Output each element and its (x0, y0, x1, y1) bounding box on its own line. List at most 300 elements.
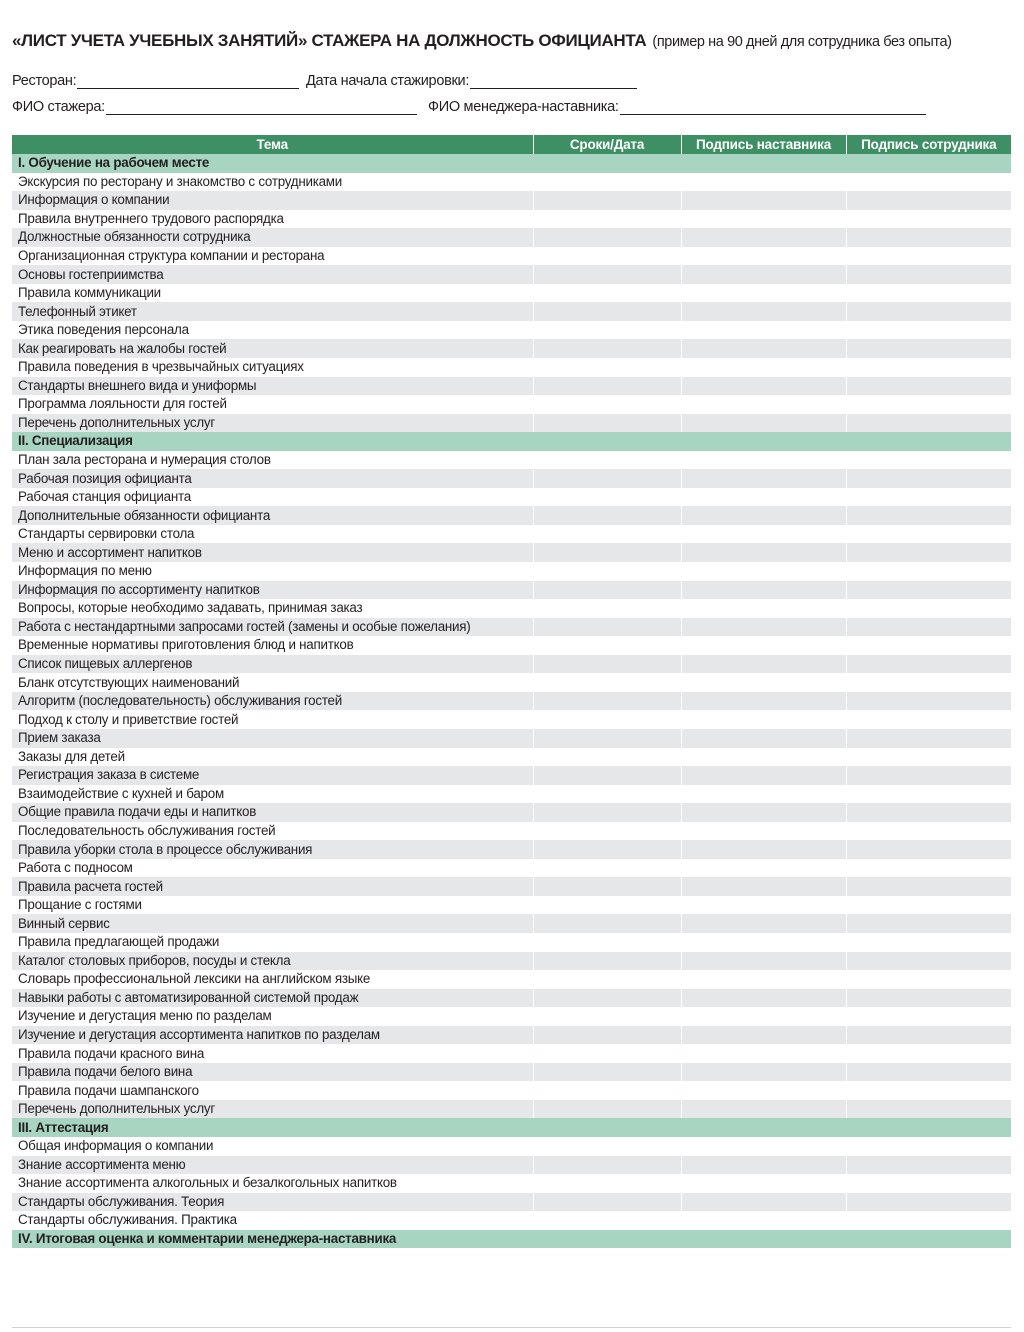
table-row (12, 952, 1011, 971)
date-cell[interactable] (533, 1063, 681, 1082)
section-row (12, 1118, 1011, 1137)
employee-signature-cell[interactable] (846, 822, 1011, 841)
topic-cell: Рабочая позиция официанта (12, 469, 533, 488)
employee-signature-cell[interactable] (846, 488, 1011, 507)
mentor-signature-cell[interactable] (681, 1193, 846, 1212)
table-row (12, 729, 1011, 748)
table-row (12, 877, 1011, 896)
table-row (12, 896, 1011, 915)
header-mentor-signature: Подпись наставника (681, 135, 846, 154)
mentor-signature-cell[interactable] (681, 414, 846, 433)
topic-cell: Взаимодействие с кухней и баром (12, 785, 533, 804)
topic-cell: Работа с подносом (12, 859, 533, 878)
date-cell[interactable] (533, 488, 681, 507)
mentor-signature-cell[interactable] (681, 933, 846, 952)
employee-signature-cell[interactable] (846, 1156, 1011, 1175)
table-row (12, 618, 1011, 637)
restaurant-field (12, 73, 299, 89)
date-cell[interactable] (533, 1044, 681, 1063)
table-row (12, 914, 1011, 933)
mentor-signature-cell[interactable] (681, 989, 846, 1008)
mentor-signature-cell[interactable] (681, 896, 846, 915)
table-row (12, 1100, 1011, 1119)
employee-signature-cell[interactable] (846, 933, 1011, 952)
table-row (12, 1137, 1011, 1156)
date-cell[interactable] (533, 785, 681, 804)
mentor-signature-cell[interactable] (681, 877, 846, 896)
table-row (12, 543, 1011, 562)
mentor-signature-cell[interactable] (681, 1044, 846, 1063)
date-cell[interactable] (533, 210, 681, 229)
table-row (12, 1063, 1011, 1082)
date-cell[interactable] (533, 729, 681, 748)
mentor-signature-cell[interactable] (681, 265, 846, 284)
topic-cell: Временные нормативы приготовления блюд и напитков (12, 636, 533, 655)
employee-signature-cell[interactable] (846, 1174, 1011, 1193)
date-cell[interactable] (533, 414, 681, 433)
employee-signature-cell[interactable] (846, 210, 1011, 229)
employee-signature-cell[interactable] (846, 543, 1011, 562)
topic-cell: Бланк отсутствующих наименований (12, 673, 533, 692)
mentor-name-input-line[interactable] (620, 100, 926, 115)
start-date-label: Дата начала стажировки: (306, 73, 470, 89)
mentor-signature-cell[interactable] (681, 321, 846, 340)
table-row (12, 562, 1011, 581)
employee-signature-cell[interactable] (846, 506, 1011, 525)
topic-cell: Правила поведения в чрезвычайных ситуациях (12, 358, 533, 377)
employee-signature-cell[interactable] (846, 1081, 1011, 1100)
employee-signature-cell[interactable] (846, 191, 1011, 210)
mentor-signature-cell[interactable] (681, 803, 846, 822)
topic-cell: Последовательность обслуживания гостей (12, 822, 533, 841)
employee-signature-cell[interactable] (846, 840, 1011, 859)
table-row (12, 228, 1011, 247)
employee-signature-cell[interactable] (846, 748, 1011, 767)
employee-signature-cell[interactable] (846, 1193, 1011, 1212)
date-cell[interactable] (533, 748, 681, 767)
topic-cell: Общая информация о компании (12, 1137, 533, 1156)
mentor-signature-cell[interactable] (681, 822, 846, 841)
topic-cell: Правила предлагающей продажи (12, 933, 533, 952)
table-row (12, 469, 1011, 488)
table-row (12, 933, 1011, 952)
table-row (12, 395, 1011, 414)
mentor-signature-cell[interactable] (681, 729, 846, 748)
topic-cell: План зала ресторана и нумерация столов (12, 451, 533, 470)
date-cell[interactable] (533, 655, 681, 674)
date-cell[interactable] (533, 673, 681, 692)
employee-signature-cell[interactable] (846, 896, 1011, 915)
topic-cell: Правила подачи белого вина (12, 1063, 533, 1082)
date-cell[interactable] (533, 970, 681, 989)
table-row (12, 451, 1011, 470)
topic-cell: Должностные обязанности сотрудника (12, 228, 533, 247)
topic-cell: Знание ассортимента алкогольных и безалкогольных напитков (12, 1174, 533, 1193)
mentor-signature-cell[interactable] (681, 970, 846, 989)
mentor-signature-cell[interactable] (681, 173, 846, 192)
title-main: «ЛИСТ УЧЕТА УЧЕБНЫХ ЗАНЯТИЙ» СТАЖЕРА НА ДОЛЖНОСТЬ ОФИЦИАНТА (12, 31, 647, 50)
date-cell[interactable] (533, 1174, 681, 1193)
topic-cell: Правила внутреннего трудового распорядка (12, 210, 533, 229)
mentor-signature-cell[interactable] (681, 766, 846, 785)
table-row (12, 673, 1011, 692)
date-cell[interactable] (533, 302, 681, 321)
section-row (12, 432, 1011, 451)
table-row (12, 748, 1011, 767)
topic-cell: Изучение и дегустация меню по разделам (12, 1007, 533, 1026)
mentor-signature-cell[interactable] (681, 210, 846, 229)
table-row (12, 655, 1011, 674)
date-cell[interactable] (533, 562, 681, 581)
topic-cell: Основы гостеприимства (12, 265, 533, 284)
employee-signature-cell[interactable] (846, 766, 1011, 785)
date-cell[interactable] (533, 952, 681, 971)
date-cell[interactable] (533, 1156, 681, 1175)
mentor-signature-cell[interactable] (681, 952, 846, 971)
mentor-signature-cell[interactable] (681, 506, 846, 525)
date-cell[interactable] (533, 636, 681, 655)
date-cell[interactable] (533, 859, 681, 878)
table-row (12, 766, 1011, 785)
mentor-signature-cell[interactable] (681, 395, 846, 414)
table-row (12, 173, 1011, 192)
table-row (12, 525, 1011, 544)
table-row (12, 377, 1011, 396)
date-cell[interactable] (533, 989, 681, 1008)
topic-cell: Работа с нестандартными запросами гостей (замены и особые пожелания) (12, 618, 533, 637)
date-cell[interactable] (533, 358, 681, 377)
topic-cell: Знание ассортимента меню (12, 1156, 533, 1175)
date-cell[interactable] (533, 840, 681, 859)
topic-cell: Информация по меню (12, 562, 533, 581)
mentor-signature-cell[interactable] (681, 1063, 846, 1082)
date-cell[interactable] (533, 284, 681, 303)
employee-signature-cell[interactable] (846, 1063, 1011, 1082)
table-row (12, 247, 1011, 266)
employee-signature-cell[interactable] (846, 859, 1011, 878)
table-header-row (12, 135, 1011, 154)
start-date-field (306, 73, 637, 89)
table-row (12, 599, 1011, 618)
table-row (12, 1211, 1011, 1230)
mentor-signature-cell[interactable] (681, 1174, 846, 1193)
date-cell[interactable] (533, 191, 681, 210)
employee-signature-cell[interactable] (846, 1026, 1011, 1045)
topic-cell: Правила подачи красного вина (12, 1044, 533, 1063)
mentor-signature-cell[interactable] (681, 1026, 846, 1045)
table-row (12, 414, 1011, 433)
topic-cell: Подход к столу и приветствие гостей (12, 710, 533, 729)
table-row (12, 1156, 1011, 1175)
employee-signature-cell[interactable] (846, 581, 1011, 600)
table-row (12, 339, 1011, 358)
trainee-name-label: ФИО стажера: (12, 99, 105, 115)
date-cell[interactable] (533, 618, 681, 637)
table-row (12, 636, 1011, 655)
topic-cell: Программа лояльности для гостей (12, 395, 533, 414)
topic-cell: Этика поведения персонала (12, 321, 533, 340)
employee-signature-cell[interactable] (846, 228, 1011, 247)
mentor-signature-cell[interactable] (681, 1100, 846, 1119)
table-row (12, 1026, 1011, 1045)
date-cell[interactable] (533, 692, 681, 711)
employee-signature-cell[interactable] (846, 692, 1011, 711)
topic-cell: Прощание с гостями (12, 896, 533, 915)
restaurant-label: Ресторан: (12, 73, 77, 89)
restaurant-input-line[interactable] (77, 74, 299, 89)
employee-signature-cell[interactable] (846, 414, 1011, 433)
topic-cell: Информация по ассортименту напитков (12, 581, 533, 600)
header-employee-signature: Подпись сотрудника (846, 135, 1011, 154)
date-cell[interactable] (533, 395, 681, 414)
employee-signature-cell[interactable] (846, 247, 1011, 266)
mentor-signature-cell[interactable] (681, 469, 846, 488)
date-cell[interactable] (533, 228, 681, 247)
date-cell[interactable] (533, 933, 681, 952)
training-table (12, 135, 1011, 1248)
mentor-signature-cell[interactable] (681, 710, 846, 729)
mentor-signature-cell[interactable] (681, 562, 846, 581)
topic-cell: Правила коммуникации (12, 284, 533, 303)
mentor-signature-cell[interactable] (681, 914, 846, 933)
mentor-signature-cell[interactable] (681, 525, 846, 544)
mentor-signature-cell[interactable] (681, 636, 846, 655)
mentor-signature-cell[interactable] (681, 247, 846, 266)
table-row (12, 1044, 1011, 1063)
bottom-divider (12, 1327, 1011, 1328)
employee-signature-cell[interactable] (846, 395, 1011, 414)
employee-signature-cell[interactable] (846, 970, 1011, 989)
mentor-signature-cell[interactable] (681, 581, 846, 600)
topic-cell: Экскурсия по ресторану и знакомство с сотрудниками (12, 173, 533, 192)
employee-signature-cell[interactable] (846, 469, 1011, 488)
table-row (12, 1007, 1011, 1026)
date-cell[interactable] (533, 173, 681, 192)
employee-signature-cell[interactable] (846, 358, 1011, 377)
table-row (12, 210, 1011, 229)
section-row (12, 1230, 1011, 1249)
topic-cell: Телефонный этикет (12, 302, 533, 321)
mentor-signature-cell[interactable] (681, 228, 846, 247)
header-topic: Тема (12, 135, 533, 154)
date-cell[interactable] (533, 265, 681, 284)
date-cell[interactable] (533, 1081, 681, 1100)
table-row (12, 989, 1011, 1008)
document-title (12, 31, 1017, 51)
topic-cell: Перечень дополнительных услуг (12, 1100, 533, 1119)
employee-signature-cell[interactable] (846, 525, 1011, 544)
date-cell[interactable] (533, 710, 681, 729)
date-cell[interactable] (533, 377, 681, 396)
topic-cell: Словарь профессиональной лексики на английском языке (12, 970, 533, 989)
mentor-signature-cell[interactable] (681, 859, 846, 878)
mentor-signature-cell[interactable] (681, 339, 846, 358)
trainee-name-field (12, 99, 417, 115)
topic-cell: Правила уборки стола в процессе обслуживания (12, 840, 533, 859)
table-row (12, 358, 1011, 377)
date-cell[interactable] (533, 599, 681, 618)
table-row (12, 284, 1011, 303)
employee-signature-cell[interactable] (846, 284, 1011, 303)
trainee-name-input-line[interactable] (106, 100, 417, 115)
topic-cell: Перечень дополнительных услуг (12, 414, 533, 433)
date-cell[interactable] (533, 766, 681, 785)
topic-cell: Изучение и дегустация ассортимента напитков по разделам (12, 1026, 533, 1045)
topic-cell: Стандарты внешнего вида и униформы (12, 377, 533, 396)
mentor-signature-cell[interactable] (681, 1081, 846, 1100)
employee-signature-cell[interactable] (846, 1137, 1011, 1156)
employee-signature-cell[interactable] (846, 636, 1011, 655)
topic-cell: Винный сервис (12, 914, 533, 933)
date-cell[interactable] (533, 469, 681, 488)
topic-cell: Регистрация заказа в системе (12, 766, 533, 785)
employee-signature-cell[interactable] (846, 655, 1011, 674)
topic-cell: Список пищевых аллергенов (12, 655, 533, 674)
date-cell[interactable] (533, 1007, 681, 1026)
date-cell[interactable] (533, 803, 681, 822)
table-row (12, 710, 1011, 729)
date-cell[interactable] (533, 914, 681, 933)
mentor-signature-cell[interactable] (681, 284, 846, 303)
topic-cell: Стандарты обслуживания. Практика (12, 1211, 533, 1230)
section-title: III. Аттестация (12, 1118, 1011, 1137)
table-row (12, 822, 1011, 841)
date-cell[interactable] (533, 1137, 681, 1156)
employee-signature-cell[interactable] (846, 265, 1011, 284)
topic-cell: Навыки работы с автоматизированной системой продаж (12, 989, 533, 1008)
employee-signature-cell[interactable] (846, 339, 1011, 358)
start-date-input-line[interactable] (470, 74, 637, 89)
mentor-signature-cell[interactable] (681, 1211, 846, 1230)
employee-signature-cell[interactable] (846, 1211, 1011, 1230)
employee-signature-cell[interactable] (846, 321, 1011, 340)
mentor-signature-cell[interactable] (681, 358, 846, 377)
date-cell[interactable] (533, 321, 681, 340)
mentor-signature-cell[interactable] (681, 840, 846, 859)
table-body (12, 154, 1011, 1248)
table-row (12, 692, 1011, 711)
mentor-signature-cell[interactable] (681, 618, 846, 637)
table-row (12, 803, 1011, 822)
table-row (12, 488, 1011, 507)
mentor-signature-cell[interactable] (681, 599, 846, 618)
table-row (12, 506, 1011, 525)
table-row (12, 1193, 1011, 1212)
table-row (12, 859, 1011, 878)
employee-signature-cell[interactable] (846, 952, 1011, 971)
employee-signature-cell[interactable] (846, 173, 1011, 192)
employee-signature-cell[interactable] (846, 618, 1011, 637)
mentor-signature-cell[interactable] (681, 1156, 846, 1175)
date-cell[interactable] (533, 1026, 681, 1045)
mentor-signature-cell[interactable] (681, 377, 846, 396)
topic-cell: Прием заказа (12, 729, 533, 748)
employee-signature-cell[interactable] (846, 1100, 1011, 1119)
employee-signature-cell[interactable] (846, 599, 1011, 618)
topic-cell: Стандарты обслуживания. Теория (12, 1193, 533, 1212)
topic-cell: Организационная структура компании и ресторана (12, 247, 533, 266)
table-row (12, 321, 1011, 340)
employee-signature-cell[interactable] (846, 989, 1011, 1008)
date-cell[interactable] (533, 339, 681, 358)
topic-cell: Правила подачи шампанского (12, 1081, 533, 1100)
employee-signature-cell[interactable] (846, 729, 1011, 748)
mentor-signature-cell[interactable] (681, 1007, 846, 1026)
employee-signature-cell[interactable] (846, 803, 1011, 822)
date-cell[interactable] (533, 506, 681, 525)
date-cell[interactable] (533, 543, 681, 562)
mentor-name-label: ФИО менеджера-наставника: (428, 99, 619, 115)
table-row (12, 1081, 1011, 1100)
employee-signature-cell[interactable] (846, 302, 1011, 321)
employee-signature-cell[interactable] (846, 451, 1011, 470)
topic-cell: Как реагировать на жалобы гостей (12, 339, 533, 358)
date-cell[interactable] (533, 451, 681, 470)
mentor-signature-cell[interactable] (681, 1137, 846, 1156)
employee-signature-cell[interactable] (846, 1007, 1011, 1026)
date-cell[interactable] (533, 581, 681, 600)
date-cell[interactable] (533, 1193, 681, 1212)
mentor-signature-cell[interactable] (681, 673, 846, 692)
mentor-signature-cell[interactable] (681, 543, 846, 562)
employee-signature-cell[interactable] (846, 877, 1011, 896)
employee-signature-cell[interactable] (846, 710, 1011, 729)
date-cell[interactable] (533, 525, 681, 544)
table-row (12, 785, 1011, 804)
section-row (12, 154, 1011, 173)
date-cell[interactable] (533, 247, 681, 266)
section-title: II. Специализация (12, 432, 1011, 451)
mentor-signature-cell[interactable] (681, 655, 846, 674)
table-row (12, 191, 1011, 210)
mentor-signature-cell[interactable] (681, 191, 846, 210)
employee-signature-cell[interactable] (846, 562, 1011, 581)
employee-signature-cell[interactable] (846, 673, 1011, 692)
table-row (12, 302, 1011, 321)
mentor-signature-cell[interactable] (681, 785, 846, 804)
table-row (12, 1174, 1011, 1193)
mentor-signature-cell[interactable] (681, 692, 846, 711)
date-cell[interactable] (533, 1211, 681, 1230)
date-cell[interactable] (533, 896, 681, 915)
mentor-signature-cell[interactable] (681, 748, 846, 767)
table-row (12, 265, 1011, 284)
topic-cell: Меню и ассортимент напитков (12, 543, 533, 562)
date-cell[interactable] (533, 877, 681, 896)
topic-cell: Алгоритм (последовательность) обслуживания гостей (12, 692, 533, 711)
mentor-signature-cell[interactable] (681, 488, 846, 507)
employee-signature-cell[interactable] (846, 1044, 1011, 1063)
header-date: Сроки/Дата (533, 135, 681, 154)
employee-signature-cell[interactable] (846, 914, 1011, 933)
topic-cell: Вопросы, которые необходимо задавать, принимая заказ (12, 599, 533, 618)
topic-cell: Заказы для детей (12, 748, 533, 767)
table-row (12, 840, 1011, 859)
topic-cell: Правила расчета гостей (12, 877, 533, 896)
mentor-signature-cell[interactable] (681, 451, 846, 470)
employee-signature-cell[interactable] (846, 377, 1011, 396)
date-cell[interactable] (533, 822, 681, 841)
section-title: IV. Итоговая оценка и комментарии менеджера-наставника (12, 1230, 1011, 1249)
table-row (12, 970, 1011, 989)
mentor-signature-cell[interactable] (681, 302, 846, 321)
employee-signature-cell[interactable] (846, 785, 1011, 804)
topic-cell: Информация о компании (12, 191, 533, 210)
table-row (12, 581, 1011, 600)
topic-cell: Стандарты сервировки стола (12, 525, 533, 544)
topic-cell: Общие правила подачи еды и напитков (12, 803, 533, 822)
date-cell[interactable] (533, 1100, 681, 1119)
